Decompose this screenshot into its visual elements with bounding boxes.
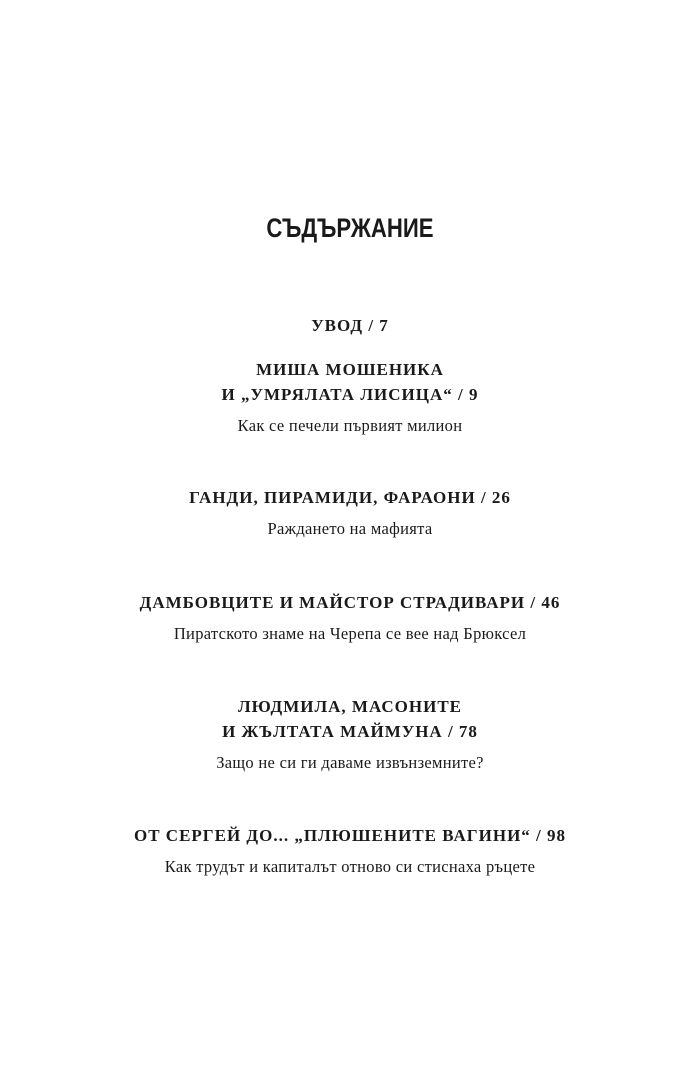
toc-entry <box>0 823 700 879</box>
page-title: СЪДЪРЖАНИЕ <box>266 213 434 243</box>
toc-entry-heading-line: И ЖЪЛТАТА МАЙМУНА / 78 <box>222 722 478 741</box>
toc-entry-subtitle: Защо не си ги даваме извънземните? <box>216 753 484 772</box>
toc-entry-heading-line: ЛЮДМИЛА, МАСОНИТЕ <box>237 697 463 716</box>
toc-entry <box>0 694 700 775</box>
toc-entry-subtitle: Как трудът и капиталът отново си стиснаха ръцете <box>164 857 536 876</box>
toc-entry-heading <box>0 357 700 407</box>
toc-entry-heading <box>0 823 700 848</box>
toc-entry-heading-line: МИША МОШЕНИКА <box>256 360 444 379</box>
toc-entry-heading <box>0 485 700 510</box>
toc-entry-heading <box>0 694 700 744</box>
toc-entry-heading-line: УВОД / 7 <box>311 316 389 335</box>
toc-entry-heading-line: ДАМБОВЦИТЕ И МАЙСТОР СТРАДИВАРИ / 46 <box>139 593 561 612</box>
toc-entry-heading-line: И „УМРЯЛАТА ЛИСИЦА“ / 9 <box>221 385 479 404</box>
toc-entry-heading-line: ГАНДИ, ПИРАМИДИ, ФАРАОНИ / 26 <box>189 488 511 507</box>
toc-entry-heading <box>0 590 700 615</box>
toc-entry-heading-line: ОТ СЕРГЕЙ ДО... „ПЛЮШЕНИТЕ ВАГИНИ“ / 98 <box>133 826 567 845</box>
toc-entry <box>0 313 700 338</box>
toc-entry-subtitle: Пиратското знаме на Черепа се вее над Брюксел <box>173 624 527 643</box>
toc-entry-subtitle: Раждането на мафията <box>267 519 433 538</box>
toc-entry-subtitle: Как се печели първият милион <box>237 416 463 435</box>
toc-entry <box>0 590 700 646</box>
toc-entry <box>0 357 700 438</box>
toc-entry-heading <box>0 313 700 338</box>
toc-entry <box>0 485 700 541</box>
